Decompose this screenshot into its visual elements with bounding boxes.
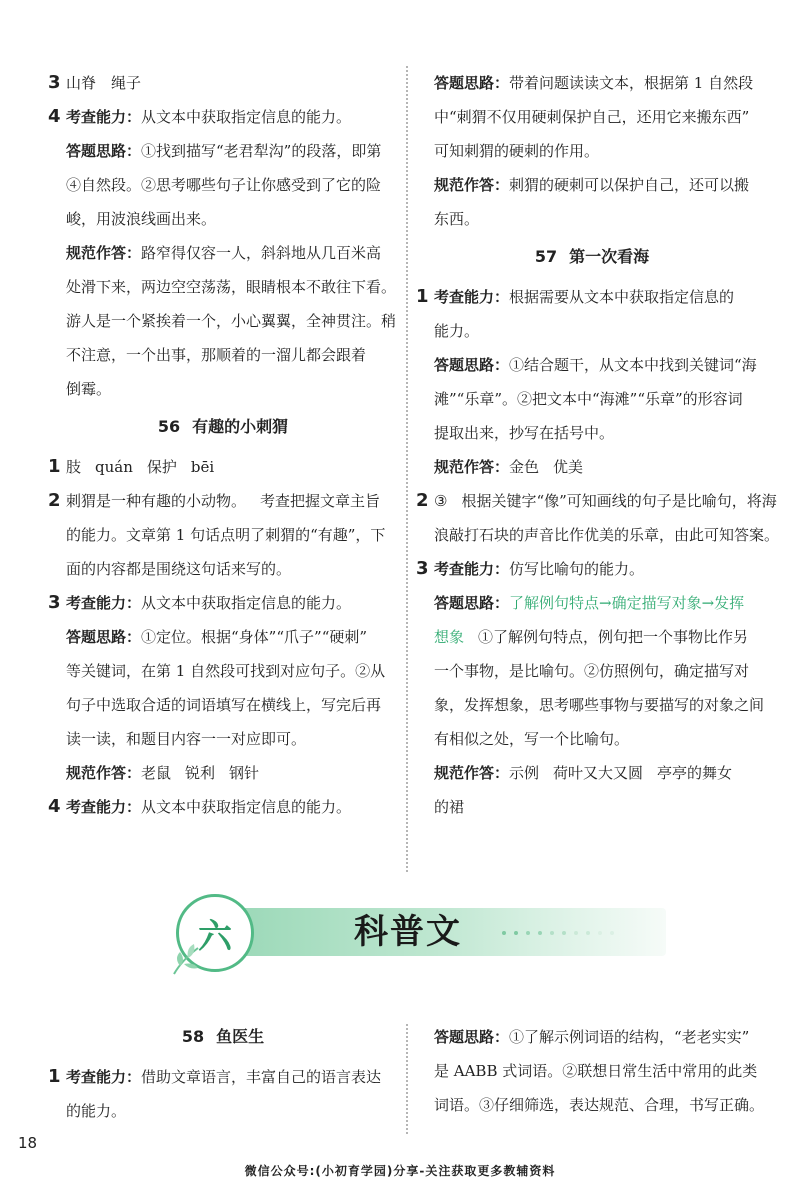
answer-line: 规范作答：示例 荷叶又大又圆 亭亭的舞女 xyxy=(434,764,733,782)
answer-line: 游人是一个紧挨着一个，小心翼翼，全神贯注。稍 xyxy=(66,312,397,330)
answer-item: 3 考查能力：从文本中获取指定信息的能力。 xyxy=(48,592,352,613)
thought-line: 答题思路：了解例句特点→确定描写对象→发挥 xyxy=(434,594,745,612)
answer-item: 2 ③ 根据关键字“像”可知画线的句子是比喻句，将海 xyxy=(416,490,777,511)
answer-item: 1 考查能力：根据需要从文本中获取指定信息的 xyxy=(416,286,735,307)
answer-line: 浪敲打石块的声音比作优美的乐章，由此可知答案。 xyxy=(434,526,780,544)
answer-line: 东西。 xyxy=(434,210,480,228)
answer-line: 的能力。 xyxy=(66,1102,127,1120)
left-column-bottom xyxy=(48,1020,398,1128)
thought-line: 答题思路：带着问题读读文本，根据第 1 自然段 xyxy=(434,74,754,92)
left-column-top xyxy=(48,66,398,824)
right-column-top xyxy=(416,66,780,824)
thought-line: 词语。③仔细筛选，表达规范、合理，书写正确。 xyxy=(434,1096,765,1114)
answer-item: 1 考查能力：借助文章语言，丰富自己的语言表达 xyxy=(48,1066,382,1087)
thought-line: 峻，用波浪线画出来。 xyxy=(66,210,217,228)
thought-line: 答题思路：①结合题干，从文本中找到关键词“海 xyxy=(434,356,757,374)
answer-item: 3 考查能力：仿写比喻句的能力。 xyxy=(416,558,645,579)
answer-line: 规范作答：金色 优美 xyxy=(434,458,584,476)
column-divider xyxy=(406,1024,408,1134)
thought-line: 一个事物，是比喻句。②仿照例句，确定描写对 xyxy=(434,662,750,680)
thought-line: 提取出来，抄写在括号中。 xyxy=(434,424,615,442)
leaf-icon xyxy=(168,938,208,978)
chapter-number: 六 xyxy=(198,916,232,957)
thought-line: 象，发挥想象，思考哪些事物与要描写的对象之间 xyxy=(434,696,765,714)
answer-line: 处滑下来，两边空空荡荡，眼睛根本不敢往下看。 xyxy=(66,278,397,296)
answer-line: 的裙 xyxy=(434,798,465,816)
answer-item: 4 考查能力：从文本中获取指定信息的能力。 xyxy=(48,796,352,817)
thought-line: 中“刺猬不仅用硬刺保护自己，还用它来搬东西” xyxy=(434,108,750,126)
answer-item: 2 刺猬是一种有趣的小动物。 考查把握文章主旨 xyxy=(48,490,381,511)
column-divider xyxy=(406,66,408,872)
page-number: 18 xyxy=(18,1134,38,1152)
thought-line: 等关键词，在第 1 自然段可找到对应句子。②从 xyxy=(66,662,386,680)
right-column-bottom xyxy=(416,1020,768,1122)
thought-line: 答题思路：①了解示例词语的结构，“老老实实” xyxy=(434,1028,750,1046)
banner-dots-decoration xyxy=(498,926,648,940)
answer-item: 1 肢 quán 保护 bēi xyxy=(48,456,215,477)
answer-line: 规范作答：路窄得仅容一人，斜斜地从几百米高 xyxy=(66,244,382,262)
thought-line: 句子中选取合适的词语填写在横线上，写完后再 xyxy=(66,696,382,714)
thought-line: 滩”“乐章”。②把文本中“海滩”“乐章”的形容词 xyxy=(434,390,743,408)
thought-line: 答题思路：①定位。根据“身体”“爪子”“硬刺” xyxy=(66,628,368,646)
thought-line: 答题思路：①找到描写“老君犁沟”的段落，即第 xyxy=(66,142,382,160)
thought-line: 是 AABB 式词语。②联想日常生活中常用的此类 xyxy=(434,1062,758,1080)
answer-item: 4 考查能力：从文本中获取指定信息的能力。 xyxy=(48,106,352,127)
footer-watermark: 微信公众号:(小初育学园)分享-关注获取更多教辅资料 xyxy=(244,1164,556,1178)
answer-line: 的能力。文章第 1 句话点明了刺猬的“有趣”，下 xyxy=(66,526,386,544)
chapter-banner xyxy=(168,890,668,982)
thought-line: 想象 ①了解例句特点，例句把一个事物比作另 xyxy=(434,628,749,646)
answer-line: 规范作答：老鼠 锐利 钢针 xyxy=(66,764,260,782)
thought-line: 有相似之处，写一个比喻句。 xyxy=(434,730,630,748)
answer-line: 规范作答：刺猬的硬刺可以保护自己，还可以搬 xyxy=(434,176,750,194)
section-title: 56 有趣的小刺猬 xyxy=(157,417,289,436)
section-title: 58 鱼医生 xyxy=(181,1027,265,1046)
thought-line: 读一读，和题目内容一一对应即可。 xyxy=(66,730,307,748)
answer-line: 不注意，一个出事，那顺着的一溜儿都会跟着 xyxy=(66,346,367,364)
chapter-title: 科普文 xyxy=(354,912,462,952)
answer-item: 3 山脊 绳子 xyxy=(48,72,142,93)
answer-line: 面的内容都是围绕这句话来写的。 xyxy=(66,560,292,578)
section-title: 57 第一次看海 xyxy=(534,247,650,266)
answer-line: 能力。 xyxy=(434,322,480,340)
answer-line: 倒霉。 xyxy=(66,380,112,398)
thought-line: ④自然段。②思考哪些句子让你感受到了它的险 xyxy=(66,176,382,194)
thought-line: 可知刺猬的硬刺的作用。 xyxy=(434,142,600,160)
